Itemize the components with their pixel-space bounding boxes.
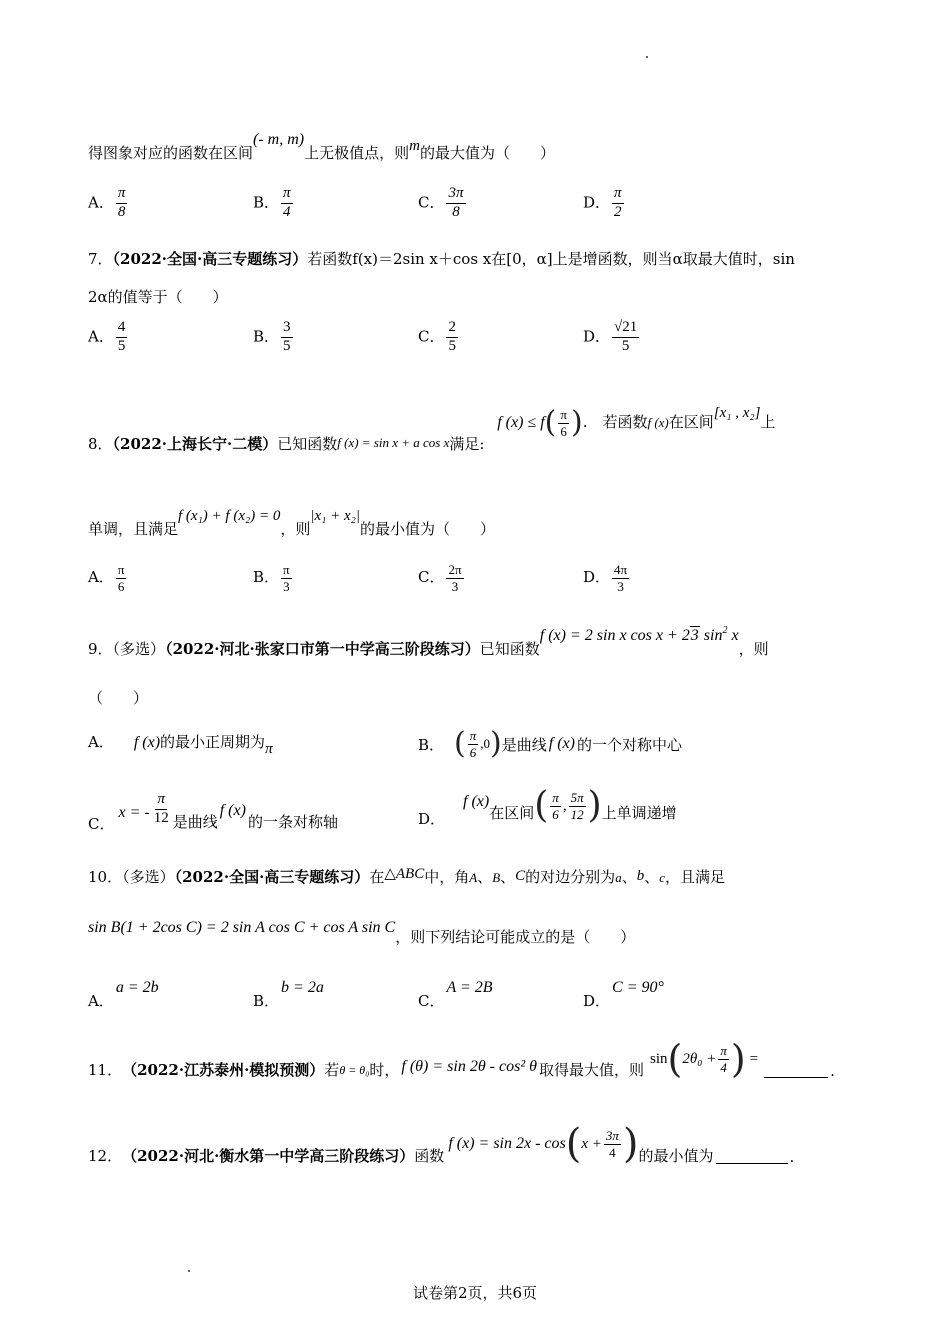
left-paren: ( — [534, 785, 549, 826]
option-fraction: $\frac{\pi}{3}$ — [283, 562, 290, 594]
answer-paren: （ ） — [88, 689, 149, 707]
option-fraction: $\frac{√21}{5}$ — [614, 319, 638, 354]
question-source: （2022·上海长宁·二模） — [112, 435, 278, 454]
q9-d-fx: f (x) — [463, 793, 490, 810]
q12-answer-blank[interactable] — [716, 1149, 788, 1164]
q9-paren — [88, 687, 148, 708]
angle-c: C — [515, 868, 526, 884]
q10-text-d: ，且满足 — [665, 868, 726, 886]
question-tag: （多选） — [112, 640, 166, 658]
q8-line2 — [88, 504, 495, 538]
q10-option-c[interactable] — [418, 976, 493, 1010]
q9-text-b: ，则 — [738, 640, 769, 658]
q12-arg: x + — [581, 1135, 602, 1152]
q7-text-line2: 2α的值等于（ ） — [88, 288, 228, 306]
separator: 、 — [621, 868, 637, 886]
q6-stem — [88, 128, 555, 168]
option-label: A． — [88, 193, 114, 212]
side-a: a — [615, 870, 622, 885]
q9-a-pi: π — [265, 741, 273, 757]
q6-option-c[interactable] — [418, 186, 468, 221]
option-label: D． — [583, 568, 611, 587]
option-fraction: $\frac{4\pi}{3}$ — [614, 562, 628, 594]
q6-option-a[interactable] — [88, 186, 129, 221]
q8-cond-lhs: f (x) ≤ f — [497, 414, 545, 432]
option-label: B． — [253, 193, 280, 212]
option-expression: A = 2B — [446, 979, 493, 996]
q8-fx: f (x) — [647, 415, 669, 431]
option-fraction: $\frac{\pi}{2}$ — [614, 185, 622, 220]
q11-sin: sin — [650, 1050, 668, 1067]
q12-func-lhs: f (x) = sin 2x - cos — [448, 1135, 566, 1152]
q6-interval: (- m, m) — [253, 131, 305, 148]
question-source: （2022·河北·衡水第一中学高三阶段练习） — [122, 1147, 415, 1165]
option-fraction: $\frac{\pi}{8}$ — [117, 185, 126, 220]
q9-b-fraction: $\frac{\pi}{6}$ — [469, 727, 477, 760]
option-label: D． — [583, 193, 611, 212]
q12-func — [448, 1121, 639, 1167]
corner-dot-top — [646, 56, 648, 58]
corner-dot-bottom — [188, 1270, 190, 1272]
option-fraction: $\frac{3}{5}$ — [283, 319, 291, 354]
q12-text-b: 的最小值为 — [638, 1147, 714, 1165]
q6-text-c: 的最大值为（ ） — [419, 144, 555, 162]
q8-abs: |x₁ + x₂| — [310, 508, 360, 524]
q9-text-a: 已知函数 — [479, 640, 540, 658]
q9-b-text-a: 是曲线 — [501, 735, 547, 754]
q8-line2-b: ，则 — [280, 520, 311, 538]
question-source: （2022·江苏泰州·模拟预测） — [122, 1061, 325, 1079]
q8-text-c: . 若函数 — [582, 413, 648, 432]
q9-c-fraction: $\frac{\pi}{12}$ — [153, 791, 169, 826]
q10-line2 — [88, 916, 635, 946]
page-footer — [0, 1282, 950, 1303]
option-label: A． — [88, 992, 114, 1010]
left-paren: ( — [667, 1037, 683, 1081]
q8-func: f (x) = sin x + a cos x — [337, 435, 450, 451]
q8-option-b[interactable] — [253, 563, 294, 593]
q11-text-a: 若 — [324, 1061, 340, 1079]
q11-text-c: 取得最大值，则 — [539, 1061, 645, 1079]
q9-b-text-b: 的一个对称中心 — [576, 735, 682, 754]
q10-text-b: 中，角 — [424, 868, 470, 886]
question-number: 10． — [88, 868, 123, 886]
q8-text-e: 上 — [760, 413, 776, 432]
q12-fraction: $\frac{3\pi}{4}$ — [605, 1127, 619, 1160]
angle-b: B — [492, 870, 501, 885]
q11-target — [650, 1037, 762, 1081]
question-number: 7． — [88, 250, 113, 268]
q9-d-text-a: 在区间 — [489, 803, 535, 822]
option-fraction: $\frac{4}{5}$ — [117, 319, 126, 354]
q10-option-a[interactable] — [88, 976, 159, 1010]
q11-arg: 2θ₀ + — [682, 1050, 717, 1067]
q10-text-c: 的对边分别为 — [525, 868, 616, 886]
q6-text-a: 得图象对应的函数在区间 — [88, 144, 254, 162]
q7-option-a[interactable] — [88, 320, 129, 355]
question-number: 8． — [88, 435, 113, 454]
q11-fraction: $\frac{\pi}{4}$ — [720, 1042, 727, 1075]
q7-option-b[interactable] — [253, 320, 295, 355]
q7-line2 — [88, 286, 228, 307]
q6-option-d[interactable] — [583, 186, 626, 221]
option-fraction: $\frac{\pi}{6}$ — [117, 562, 125, 594]
q8-line2-a: 单调，且满足 — [88, 520, 179, 538]
option-label: D． — [583, 327, 611, 346]
comma: , — [562, 797, 567, 814]
question-source: （2022·全国·高三专题练习） — [112, 250, 308, 268]
side-b: b — [636, 868, 645, 884]
option-label: C． — [418, 193, 445, 212]
q10-option-b[interactable] — [253, 976, 324, 1010]
q10-options — [88, 976, 848, 1012]
q10-option-d[interactable] — [583, 976, 664, 1010]
q10-text-e: ，则下列结论可能成立的是（ ） — [395, 928, 636, 946]
q9-option-c[interactable] — [88, 784, 338, 832]
q10-equation: sin B(1 + 2cos C) = 2 sin A cos C + cos A sin C — [88, 919, 396, 936]
option-label: B． — [253, 327, 280, 346]
q6-option-b[interactable] — [253, 186, 295, 221]
q10-triangle: △ABC — [384, 866, 425, 882]
q8-text-b: 满足: — [449, 435, 485, 454]
option-label: C． — [418, 992, 445, 1010]
q12-line — [88, 1120, 794, 1170]
option-label: B． — [418, 735, 445, 754]
right-paren: ) — [730, 1037, 746, 1081]
right-paren: ) — [490, 726, 502, 761]
q7-line1 — [88, 248, 795, 269]
q12-text-a: 函数 — [414, 1147, 445, 1165]
q8-text-a: 已知函数 — [277, 435, 338, 454]
q8-cond-fraction: $\frac{\pi}{6}$ — [560, 407, 567, 439]
option-label: C． — [418, 568, 445, 587]
left-paren: ( — [565, 1121, 582, 1167]
q9-option-a[interactable] — [88, 731, 273, 761]
option-label: A． — [88, 568, 114, 587]
q9-line1 — [88, 624, 769, 658]
option-label: D． — [583, 992, 611, 1010]
q9-c-text-a: 是曲线 — [172, 813, 218, 832]
separator: 、 — [477, 868, 493, 886]
q11-end: . — [830, 1062, 835, 1080]
option-label: C． — [418, 327, 445, 346]
q7-option-c[interactable] — [418, 320, 460, 355]
option-expression: a = 2b — [115, 979, 159, 996]
question-source: （2022·全国·高三专题练习） — [174, 868, 370, 886]
q8-condition — [497, 405, 583, 441]
q9-c-fx: f (x) — [219, 802, 246, 820]
q11-text-b: 时， — [369, 1061, 400, 1079]
q6-options — [88, 186, 848, 230]
option-label: B． — [253, 568, 280, 587]
side-c: c — [659, 870, 665, 885]
q11-line — [88, 1037, 835, 1084]
option-fraction: $\frac{3\pi}{8}$ — [448, 185, 464, 220]
q7-options — [88, 320, 848, 366]
q11-func: f (θ) = sin 2θ - cos² θ — [401, 1058, 537, 1075]
q8-option-c[interactable] — [418, 563, 466, 593]
option-fraction: $\frac{2}{5}$ — [448, 319, 456, 354]
q7-option-d[interactable] — [583, 320, 641, 355]
separator: 、 — [644, 868, 660, 886]
q9-c-x: x = - — [118, 804, 150, 822]
q9-b-zero: ,0 — [480, 736, 491, 751]
question-number: 11． — [88, 1061, 123, 1079]
angle-a: A — [469, 870, 478, 885]
sqrt-three: 3 — [690, 627, 699, 644]
option-label: D． — [418, 809, 446, 828]
option-expression: b = 2a — [281, 979, 324, 996]
q8-line2-c: 的最小值为（ ） — [359, 520, 495, 538]
q8-eq2: f (x₁) + f (x₂) = 0 — [178, 508, 281, 524]
q9-d-fraction-1: $\frac{\pi}{6}$ — [552, 789, 559, 822]
q9-c-text-b: 的一条对称轴 — [247, 813, 338, 832]
q7-text-line1: 若函数f(x)＝2sin x＋cos x在[0，α]上是增函数，则当α取最大值时，sin — [307, 250, 795, 268]
option-label: C． — [88, 815, 115, 834]
question-number: 12． — [88, 1147, 123, 1165]
option-label: B． — [253, 992, 280, 1010]
option-fraction: $\frac{2\pi}{3}$ — [448, 562, 462, 594]
q8-option-d[interactable] — [583, 563, 631, 593]
page-number-text: 试卷第2页，共6页 — [412, 1284, 538, 1302]
right-paren: ) — [622, 1121, 639, 1167]
q8-line1 — [88, 405, 776, 458]
q9-option-d[interactable] — [418, 782, 677, 830]
option-expression: C = 90° — [612, 979, 664, 996]
q8-options — [88, 563, 848, 609]
right-paren: ) — [587, 785, 602, 826]
q11-answer-blank[interactable] — [764, 1063, 828, 1078]
q9-option-b[interactable] — [418, 724, 682, 764]
q12-end: . — [789, 1148, 795, 1166]
q8-interval: [x₁ , x₂] — [713, 405, 761, 422]
question-number: 9． — [88, 640, 113, 658]
q11-theta: θ = θ₀ — [339, 1063, 370, 1077]
option-label: A． — [88, 327, 114, 346]
q10-text-a: 在 — [369, 868, 385, 886]
q8-option-a[interactable] — [88, 563, 128, 593]
separator: 、 — [500, 868, 516, 886]
q6-text-b: 上无极值点，则 — [304, 144, 410, 162]
q9-a-fx: f (x) — [133, 734, 161, 751]
q6-var-m: m — [409, 138, 420, 154]
q8-text-d: 在区间 — [668, 413, 714, 432]
option-label: A． — [88, 733, 114, 751]
q9-func: f (x) = 2 sin x cos x + 23 $\sin^2 x$ — [539, 625, 739, 644]
question-tag: （多选） — [122, 868, 175, 886]
left-paren: ( — [544, 405, 557, 441]
q11-equals: = — [749, 1050, 759, 1067]
q9-a-text: 的最小正周期为 — [160, 733, 266, 751]
q9-d-fraction-2: $\frac{5\pi}{12}$ — [570, 789, 584, 822]
option-fraction: $\frac{\pi}{4}$ — [283, 185, 291, 220]
q9-b-fx: f (x) — [548, 735, 575, 752]
question-source: （2022·河北·张家口市第一中学高三阶段练习） — [165, 640, 480, 658]
right-paren: ) — [570, 405, 583, 441]
q9-d-text-b: 上单调递增 — [601, 803, 677, 822]
left-paren: ( — [454, 726, 466, 761]
q10-line1 — [88, 866, 725, 890]
